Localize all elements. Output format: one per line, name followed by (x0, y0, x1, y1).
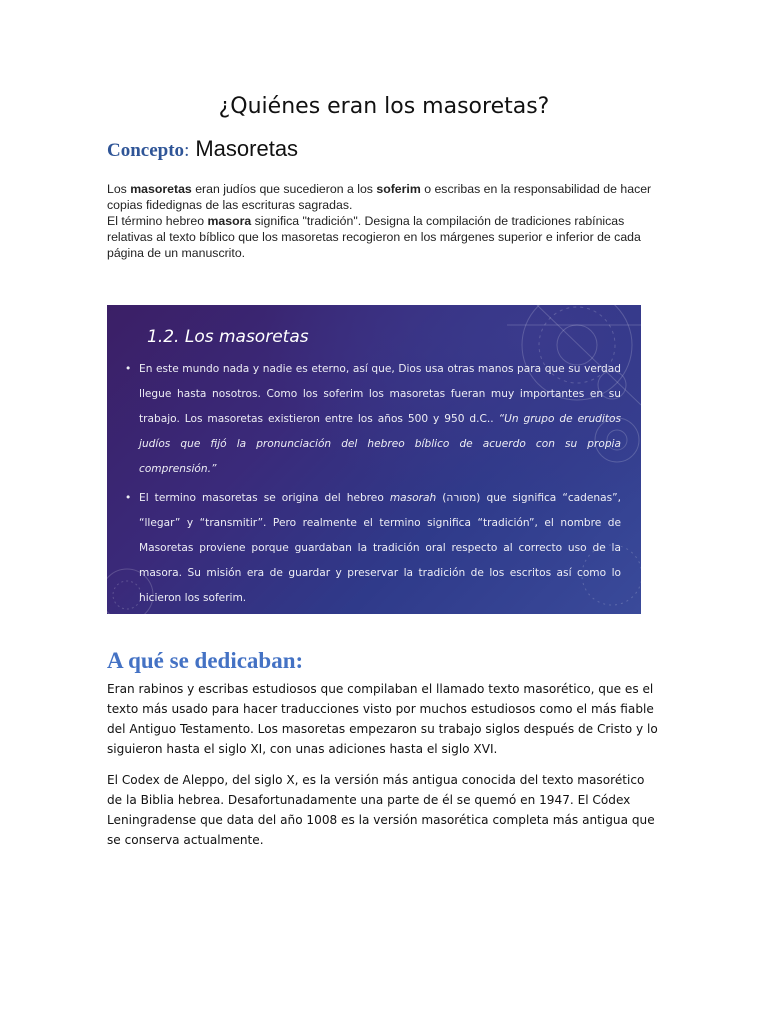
term-masorah: masorah (389, 492, 437, 504)
concept-label: Concepto (107, 140, 185, 161)
slide-quote: “Un grupo de eruditos judíos que fijó la pronunciación del hebreo bíblico de acuerdo con su propia comprensión.” (139, 413, 621, 475)
term-masora: masora (207, 214, 252, 228)
intro-text (107, 181, 657, 261)
bullet-glyph: • (125, 363, 132, 375)
term-masoretas: masoretas (130, 182, 192, 196)
intro-text-run: Los (107, 182, 131, 196)
slide-bullet-item (125, 486, 621, 611)
intro-text-run: eran judíos que sucedieron a los (191, 182, 377, 196)
intro-text-run: o escribas en la responsabilidad de hacer copias fidedignas de las escrituras sagradas. (107, 182, 652, 212)
slide-bullet-text: (מסורה) que significa “cadenas”, “llegar” y “transmitir”. Pero realmente el termino significa “tradición”, el nombre de Masoretas proviene porque guardaban la tradición oral respecto al correcto uso de la masora. Su misión era de guardar y preservar la tradición de los escritos así como lo hicieron los soferim. (139, 492, 621, 604)
slide-bullet-item (125, 357, 621, 482)
section-paragraph-1: Eran rabinos y escribas estudiosos que compilaban el llamado texto masorético, que es el texto más usado para hacer traducciones visto por muchos estudiosos como el más fiable del Antiguo Testamento. Los masoretas empezaron su trabajo siglos después de Cristo y lo siguieron hasta el siglo XI, con unas adiciones hasta el siglo XVI. (107, 682, 658, 756)
section-paragraph-2: El Codex de Aleppo, del siglo X, es la versión más antigua conocida del texto masorético de la Biblia hebrea. Desafortunadamente una parte de él se quemó en 1947. El Códex Leningradense que data del año 1008 es la versión masorética completa más antigua que se conserva actualmente. (107, 773, 655, 847)
concept-value: Masoretas (195, 136, 299, 161)
intro-text-run: El término hebreo (107, 214, 208, 228)
slide-bullet-text: En este mundo nada y nadie es eterno, así que, Dios usa otras manos para que su verdad llegue hasta nosotros. Como los soferim los masoretas fueran muy importantes en su trabajo. Los masoretas existieron entre los años 500 y 950 d.C.. (139, 363, 621, 425)
concept-colon: : (184, 140, 190, 161)
intro-text-run: significa "tradición". Designa la compilación de tradiciones rabínicas relativas al texto bíblico que los masoretas recogieron en los márgenes superior e inferior de cada página de un manuscrito. (107, 214, 641, 260)
slide-bullet-list (125, 357, 621, 614)
term-soferim: soferim (376, 182, 421, 196)
bullet-glyph: • (125, 492, 132, 504)
slide-image (107, 305, 641, 614)
intro-paragraph-2 (107, 213, 657, 261)
page-title: ¿Quiénes eran los masoretas? (218, 94, 550, 119)
slide-title: 1.2. Los masoretas (147, 327, 309, 347)
concept-line (107, 136, 298, 162)
slide-bullet-text: El termino masoretas se origina del hebreo (139, 492, 390, 504)
intro-paragraph-1 (107, 181, 657, 213)
section-heading: A qué se dedicaban: (107, 648, 304, 673)
